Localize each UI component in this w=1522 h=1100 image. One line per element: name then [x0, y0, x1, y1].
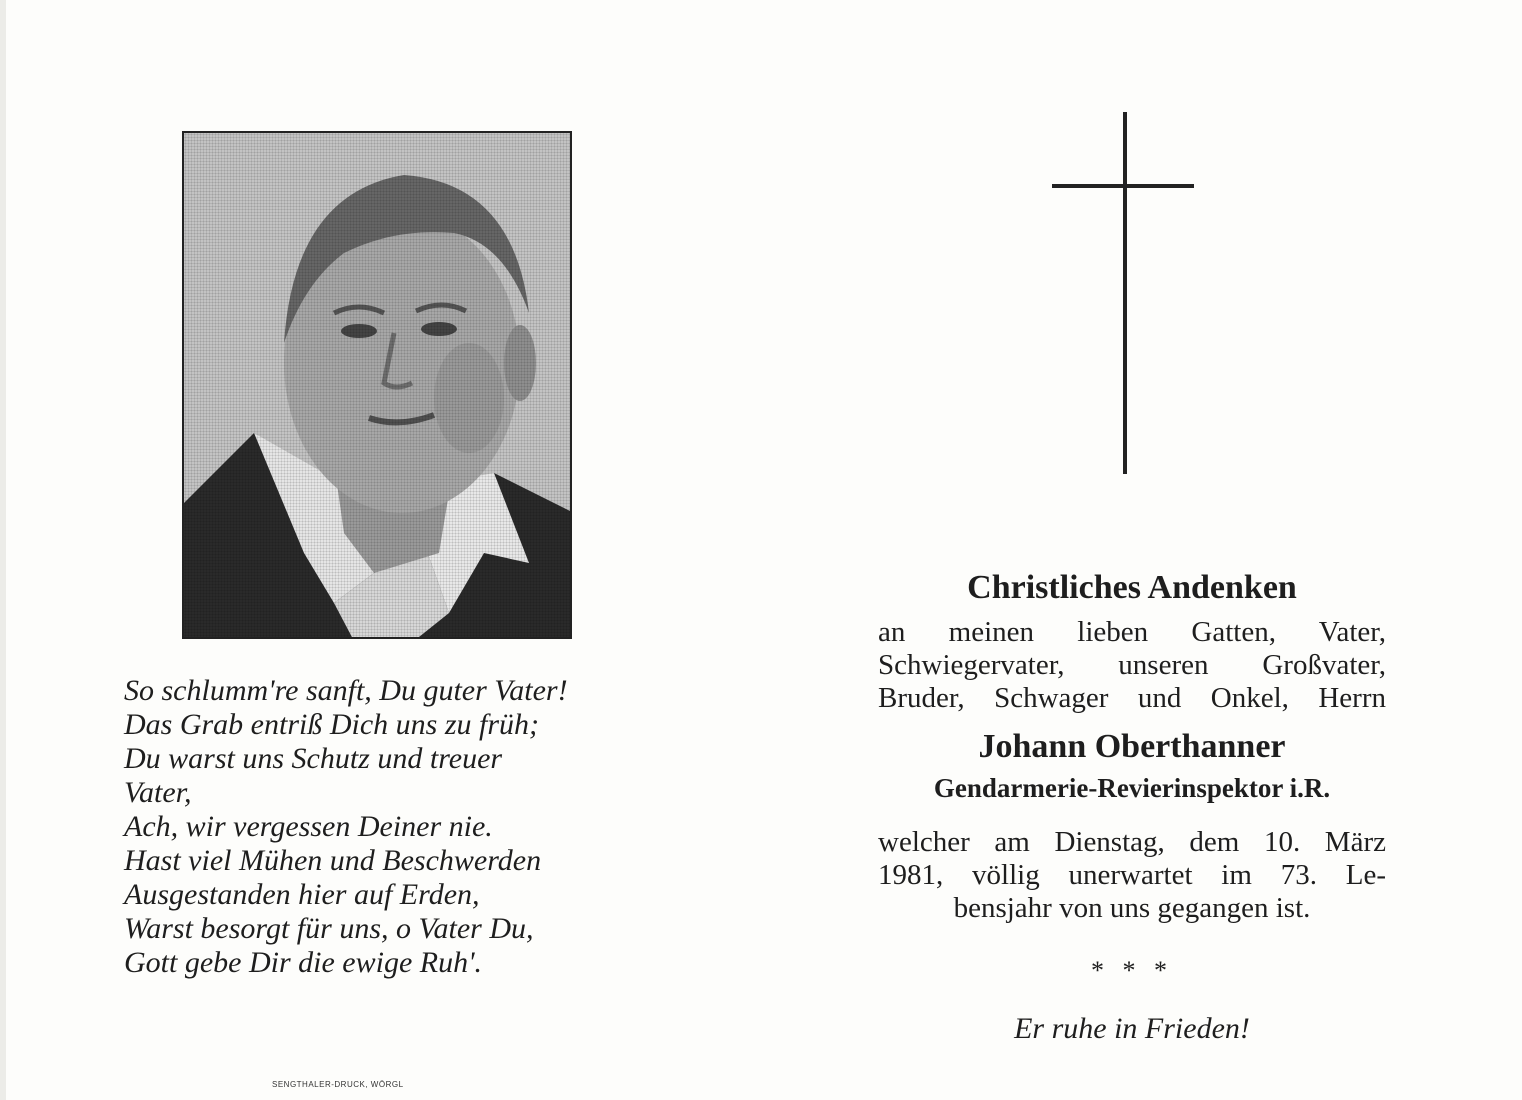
cross-icon — [1123, 112, 1127, 474]
memorial-heading: Christliches Andenken — [967, 569, 1297, 606]
memorial-intro — [878, 616, 1386, 715]
portrait-photo — [182, 131, 572, 639]
poem-line: Du warst uns Schutz und treuer — [124, 742, 503, 775]
poem-line: Ausgestanden hier auf Erden, — [124, 878, 480, 911]
farewell-line: Er ruhe in Frieden! — [1014, 1012, 1250, 1045]
poem-line: So schlumm're sanft, Du guter Vater! — [124, 674, 568, 707]
poem-line: Warst besorgt für uns, o Vater Du, — [124, 912, 534, 945]
deceased-name: Johann Oberthanner — [978, 728, 1286, 765]
death-notice — [878, 826, 1386, 925]
intro-line: Bruder, Schwager und Onkel, Herrn — [878, 682, 1386, 714]
death-line: welcher am Dienstag, dem 10. März — [878, 826, 1386, 858]
intro-line: an meinen lieben Gatten, Vater, — [878, 616, 1386, 648]
poem-line: Ach, wir vergessen Deiner nie. — [124, 810, 493, 843]
printer-imprint: SENGTHALER-DRUCK, WÖRGL — [272, 1080, 404, 1089]
deceased-rank: Gendarmerie-Revierinspektor i.R. — [933, 773, 1331, 803]
memorial-poem — [124, 674, 644, 980]
death-line: 1981, völlig unerwartet im 73. Le- — [878, 859, 1386, 891]
poem-line: Hast viel Mühen und Beschwerden — [124, 844, 542, 877]
death-line: bensjahr von uns gegangen ist. — [953, 892, 1311, 924]
paper-edge — [0, 0, 6, 1100]
poem-line: Gott gebe Dir die ewige Ruh'. — [124, 946, 483, 979]
poem-line: Das Grab entriß Dich uns zu früh; — [124, 708, 540, 741]
separator-stars: * * * — [1091, 956, 1173, 985]
intro-line: Schwiegervater, unseren Großvater, — [878, 649, 1386, 681]
poem-line: Vater, — [124, 776, 192, 809]
cross-icon-bar — [1052, 184, 1194, 188]
